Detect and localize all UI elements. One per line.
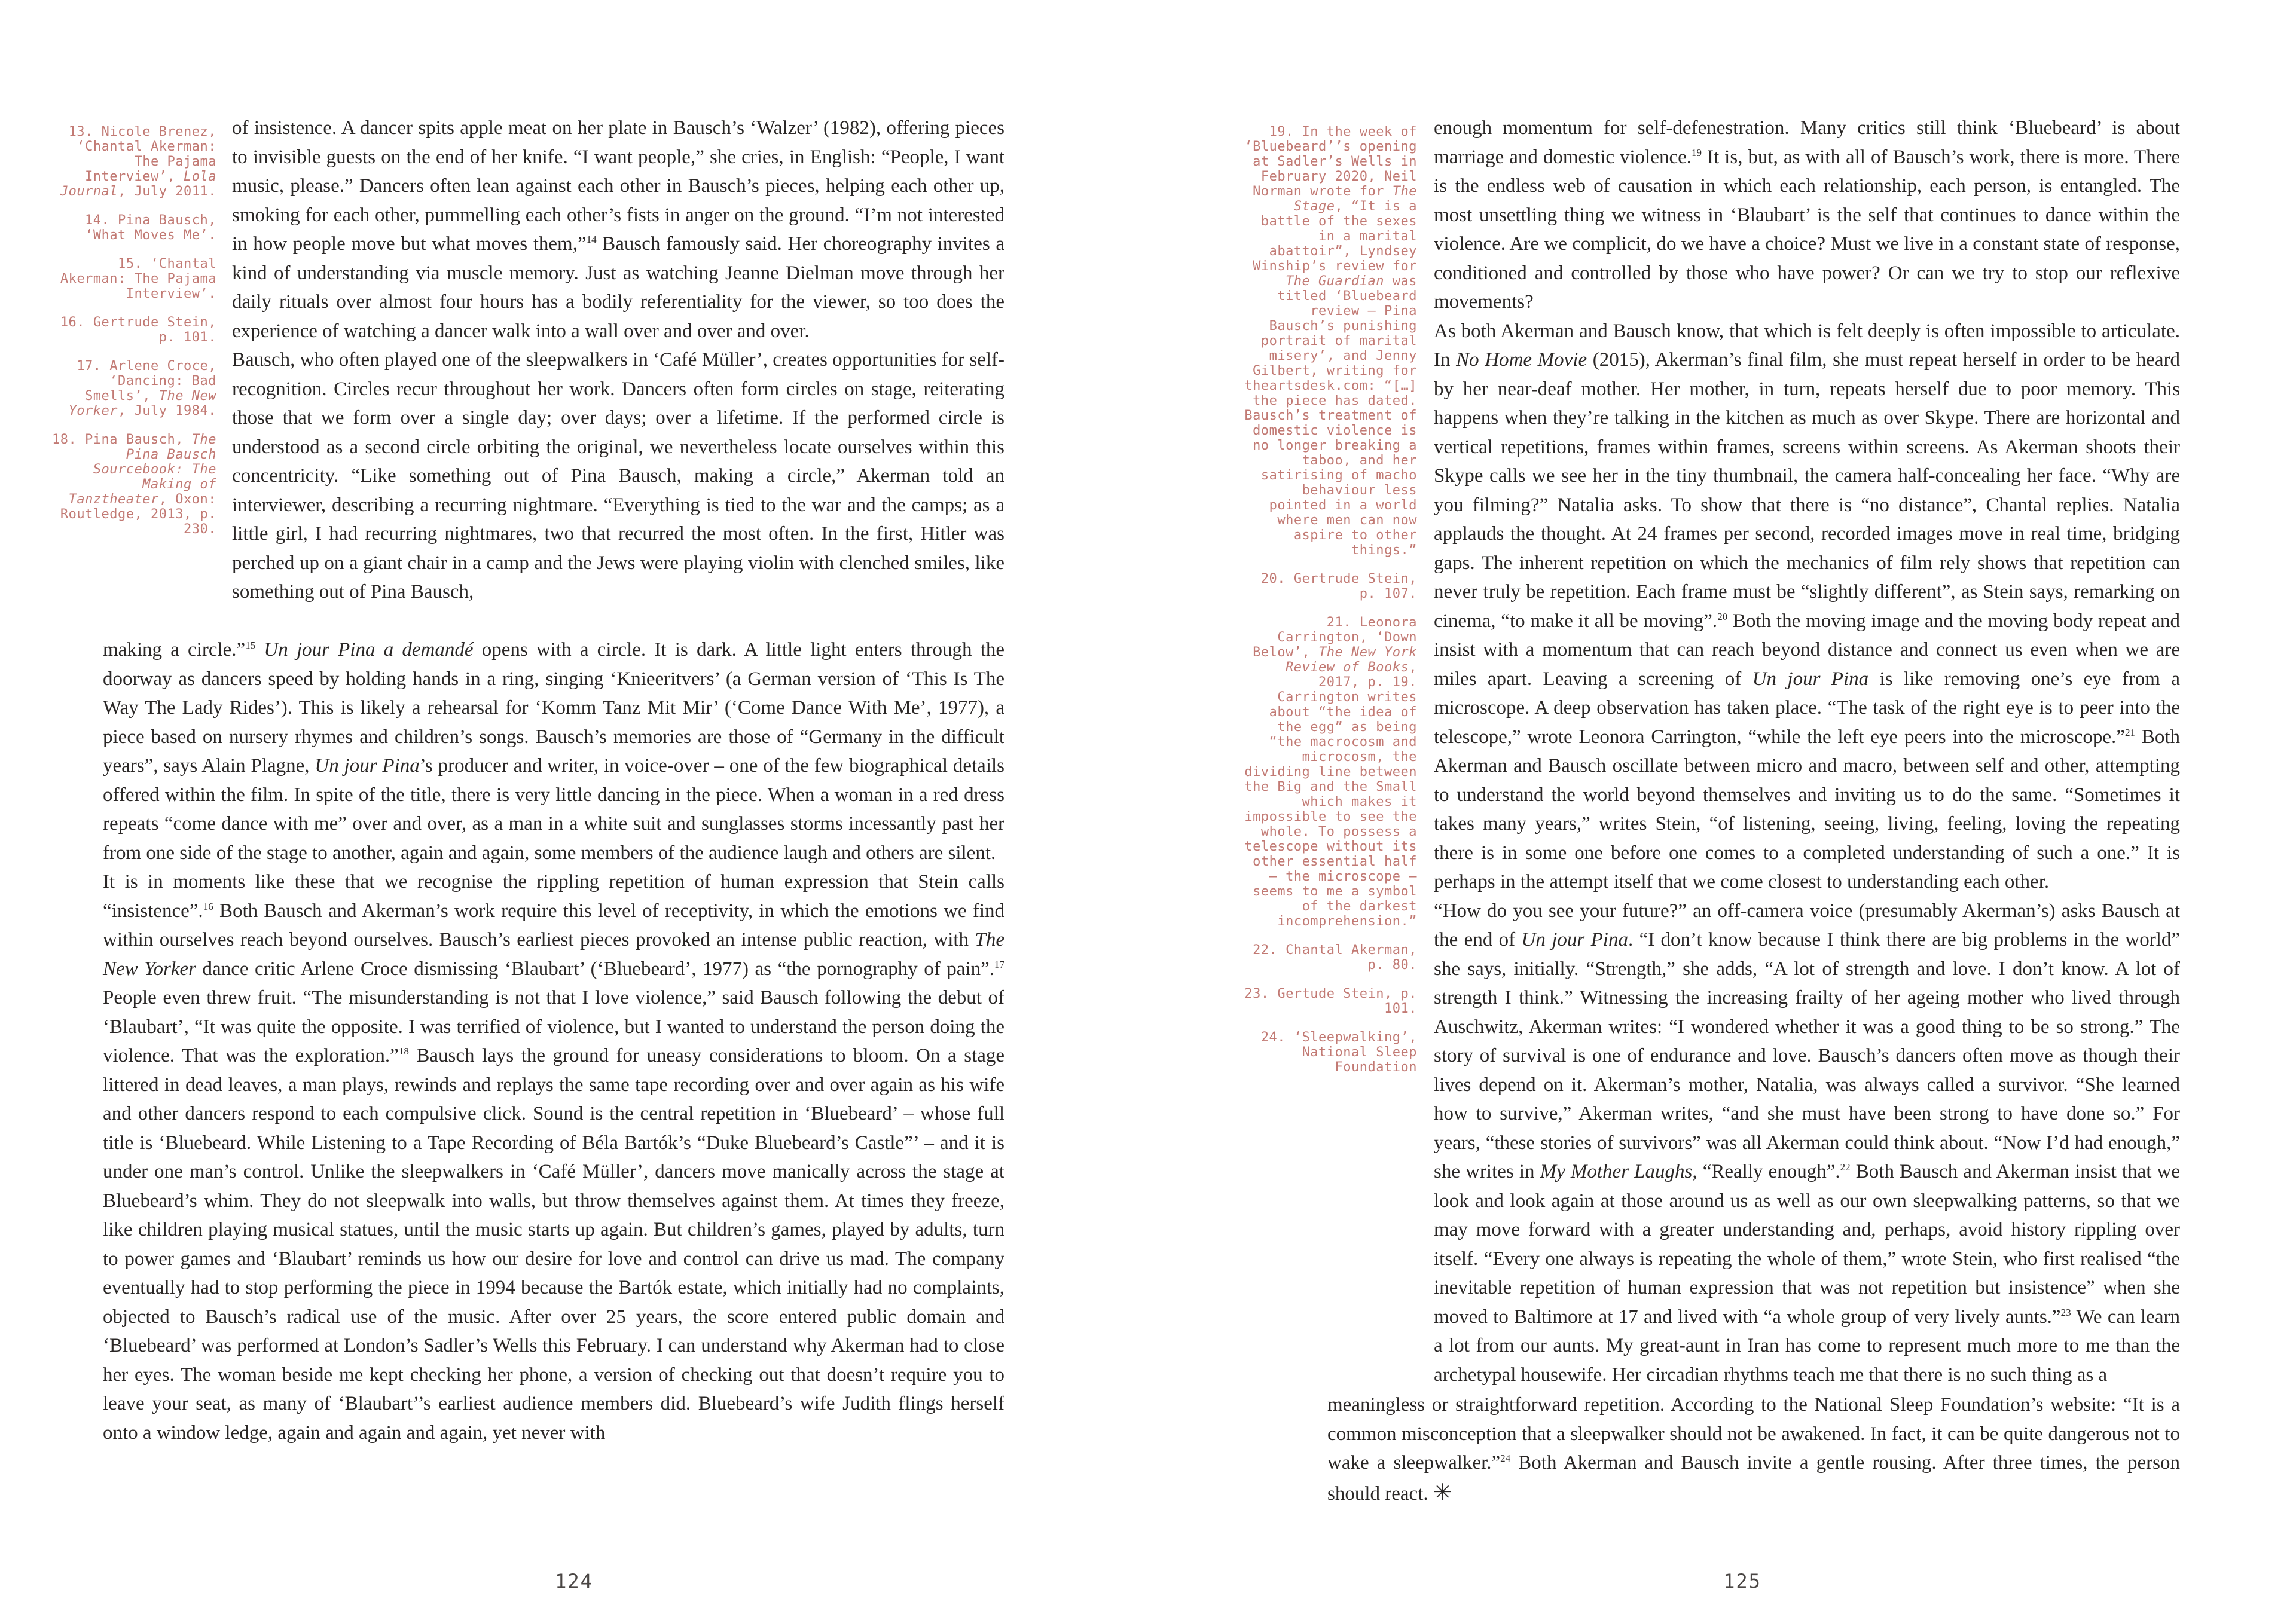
footnote-19: 19. In the week of ‘Bluebeard’’s opening at Sadler’s Wells in February 2020, Neil Norman wrote for The Stage, “It is a battle of the sexes in a marital abattoir”, Lyndsey Winship’s review for The Guardian was titled ‘Bluebeard review – Pina Bausch’s punishing portrait of marital misery’, and Jenny Gilbert, writing for theartsdesk.com: “[…] the piece has dated. Bausch’s treatment of domestic violence is no longer breaking a taboo, and her satirising of macho behaviour less pointed in a world where men can now aspire to other things.”	[1244, 124, 1417, 558]
footnote-14: 14. Pina Bausch, ‘What Moves Me’.	[85, 213, 216, 243]
left-paragraph-3: It is in moments like these that we recognise the rippling repetition of human expression that Stein calls “insistence”.$^{16}$ Both Bausch and Akerman’s work require this level of receptivity, in which the emotions we find within ourselves reach beyond ourselves. Bausch’s earliest pieces provoked an intense public reaction, with The New Yorker dance critic Arlene Croce dismissing ‘Blaubart’ (‘Bluebeard’, 1977) as “the pornography of pain”.$^{17}$ People even threw fruit. “The misunderstanding is not that I love violence,” said Bausch following the debut of ‘Blaubart’, “It was quite the opposite. I was terrified of violence, but I wanted to understand the person doing the violence. That was the exploration.”$^{18}$ Bausch lays the ground for uneasy considerations to bloom. On a stage littered in dead leaves, a man plays, rewinds and replays the same tape recording over and over again as his wife and other dancers respond to each compulsive click. Sound is the central repetition in ‘Bluebeard’ – whose full title is ‘Bluebeard. While Listening to a Tape Recording of Béla Bartók’s “Duke Bluebeard’s Castle”’ – and it is under one man’s control. Unlike the sleepwalkers in ‘Café Müller’, dancers move manically across the stage at Bluebeard’s whim. They do not sleepwalk into walls, but throw themselves against them. At times they freeze, like children playing musical statues, until the music starts up again. But children’s games, played by adults, turn to power games and ‘Blaubart’ reminds us how our desire for love and control can drive us mad. The company eventually had to stop performing the piece in 1994 because the Bartók estate, which initially had no complaints, objected to Bausch’s radical use of the music. After over 25 years, the score entered public domain and ‘Bluebeard’ was performed at London’s Sadler’s Wells this February. I can understand why Akerman had to close her eyes. The woman beside me kept checking her phone, a version of checking out that doesn’t require you to leave your seat, as many of ‘Blaubart’’s earliest audience members did. Bluebeard’s wife Judith flings herself onto a window ledge, again and again and again, yet never with	[103, 871, 1004, 1444]
right-body-upper	[1434, 114, 2180, 1389]
left-paragraph-2-start: Bausch, who often played one of the sleepwalkers in ‘Café Müller’, creates opportunities for self-recognition. Circles recur throughout her work. Dancers often form circles on stage, reiterating those that we form over a single day; over days; over a lifetime. If the performed circle is understood as a second circle orbiting the original, we nevertheless locate ourselves within this concentricity. “Like something out of Pina Bausch, making a circle,” Akerman told an interviewer, describing a recurring nightmare. “Everything is tied to the war and the camps; as a little girl, I had recurring nightmares, two that recurred the most often. In the first, Hitler was perched up on a giant chair in a camp and the Jews were playing violin with clenched smiles, like something out of Pina Bausch,	[232, 349, 1004, 603]
footnote-20: 20. Gertrude Stein, p. 107.	[1260, 571, 1417, 601]
page-number-right: 125	[1723, 1570, 1761, 1593]
footnote-15: 15. ‘Chantal Akerman: The Pajama Interview’.	[60, 256, 216, 301]
footnote-21: 21. Leonora Carrington, ‘Down Below’, The New York Review of Books, 2017, p. 19. Carrington writes about “the idea of the egg” as being “the macrocosm and microcosm, the dividing line between the Big and the Small which makes it impossible to see the whole. To possess a telescope without its other essential half – the microscope – seems to me a symbol of the darkest incomprehension.”	[1244, 615, 1417, 929]
footnote-23: 23. Gertude Stein, p. 101.	[1244, 986, 1417, 1016]
right-page	[1148, 0, 2296, 1620]
right-footnotes	[1244, 124, 1417, 1089]
left-body-lower	[103, 635, 1004, 1447]
asterisk-end-mark-icon: ✳	[1433, 1478, 1452, 1505]
right-paragraph-3-end: meaningless or straightforward repetition. According to the National Sleep Foundation’s website: “It is a common misconception that a sleepwalker should not be awakened. In fact, it can be quite dangerous not to wake a sleepwalker.”$^{24}$ Both Akerman and Bausch invite a gentle rousing. After three times, the person should react. ✳	[1327, 1394, 2180, 1505]
right-paragraph-1: enough momentum for self-defenestration. Many critics still think ‘Bluebeard’ is about marriage and domestic violence.$^{19}$ It is, but, as with all of Bausch’s work, there is more. There is the endless web of causation in which each relationship, each person, is entangled. The most unsettling thing we witness in ‘Blaubart’ is the self that continues to dance within the violence. Are we complicit, do we have a choice? Must we live in a constant state of response, conditioned and controlled by those who have power? Or can we try to stop our reflexive movements?	[1434, 117, 2180, 313]
footnote-18: 18. Pina Bausch, The Pina Bausch Sourcebook: The Making of Tanztheater, Oxon: Routledge, 2013, p. 230.	[52, 432, 216, 537]
footnote-17: 17. Arlene Croce, ‘Dancing: Bad Smells’, The New Yorker, July 1984.	[68, 359, 216, 418]
footnote-24: 24. ‘Sleepwalking’, National Sleep Foundation	[1260, 1030, 1417, 1075]
left-footnotes	[48, 124, 216, 551]
footnote-16: 16. Gertrude Stein, p. 101.	[60, 315, 216, 345]
page-number-left: 124	[555, 1570, 593, 1593]
left-paragraph-1: of insistence. A dancer spits apple meat on her plate in Bausch’s ‘Walzer’ (1982), offering pieces to invisible guests on the end of her knife. “I want people,” she cries, in English: “People, I want music, please.” Dancers often lean against each other in Bausch’s pieces, helping each other up, smoking for each other, pummelling each other’s fists in anger on the ground. “I’m not interested in how people move but what moves them,”$^{14}$ Bausch famously said. Her choreography invites a kind of understanding via muscle memory. Just as watching Jeanne Dielman move through her daily rituals over almost four hours has a bodily referentiality for the viewer, so too does the experience of watching a dancer walk into a wall over and over and over.	[232, 117, 1004, 342]
right-paragraph-3: “How do you see your future?” an off-camera voice (presumably Akerman’s) asks Bausch at the end of Un jour Pina. “I don’t know because I think there are big problems in the world” she says, initially. “Strength,” she adds, “A lot of strength and love. I don’t know. A lot of strength I think.” Witnessing the increasing frailty of her ageing mother who lived through Auschwitz, Akerman writes: “I wondered whether it was a good thing to be so strong.” The story of survival is one of endurance and love. Bausch’s dancers often move as though their lives depend on it. Akerman’s mother, Natalia, was always called a survivor. “She learned how to survive,” Akerman writes, “and she must have been strong to have done so.” For years, “these stories of survivors” was all Akerman could think about. “Now I’d had enough,” she writes in My Mother Laughs, “Really enough”.$^{22}$ Both Bausch and Akerman insist that we look and look again at those around us as well as our own sleepwalking patterns, so that we may move forward with a greater understanding and, perhaps, avoid history rippling over itself. “Every one always is repeating the whole of them,” wrote Stein, who first realised “the inevitable repetition of human expression that was not repetition but insistence” when she moved to Baltimore at 17 and lived with “a whole group of very lively aunts.”$^{23}$ We can learn a lot from our aunts. My great-aunt in Iran has come to represent much more to me than the archetypal housewife. Her circadian rhythms teach me that there is no such thing as a	[1434, 900, 2181, 1386]
right-body-lower	[1327, 1390, 2180, 1508]
footnote-13: 13. Nicole Brenez, ‘Chantal Akerman: The Pajama Interview’, Lola Journal, July 2011.	[60, 124, 216, 199]
left-paragraph-2-end: making a circle.”$^{15}$ Un jour Pina a demandé opens with a circle. It is dark. A little light enters through the doorway as dancers speed by holding hands in a ring, singing ‘Knieeritvers’ (a German version of ‘This Is The Way The Lady Rides’). This is likely a rehearsal for ‘Komm Tanz Mit Mir’ (‘Come Dance With Me’, 1977), a piece based on nursery rhymes and children’s songs. Bausch’s memories are those of “Germany in the difficult years”, says Alain Plagne, Un jour Pina’s producer and writer, in voice-over – one of the few biographical details offered within the film. In spite of the title, there is very little dancing in the piece. When a woman in a red dress repeats “come dance with me” over and over, as a man in a white suit and sunglasses storms incessantly past her from one side of the stage to another, again and again, some members of the audience laugh and others are silent.	[103, 639, 1005, 864]
right-paragraph-2: As both Akerman and Bausch know, that which is felt deeply is often impossible to articulate. In No Home Movie (2015), Akerman’s final film, she must repeat herself in order to be heard by her near-deaf mother. Her mother, in turn, repeats herself due to poor memory. This happens when they’re talking in the kitchen as much as over Skype. There are horizontal and vertical repetitions, frames within frames, screens within screens. As Akerman shoots their Skype calls we see her in the tiny thumbnail, the camera half-concealing her face. “Why are you filming?” Natalia asks. To show that there is “no distance”, Chantal replies. Natalia applauds the thought. At 24 frames per second, recorded images move in real time, bridging gaps. The inherent repetition on which the mechanics of film rely shows that repetition can never truly be repetition. Each frame must be “slightly different”, as Stein says, remarking on cinema, “to make it all be moving”.$^{20}$ Both the moving image and the moving body repeat and insist with a momentum that can reach beyond distance and connect us even when we are miles apart. Leaving a screening of Un jour Pina is like removing one’s eye from a microscope. A deep observation has taken place. “The task of the right eye is to peer into the telescope,” wrote Leonora Carrington, “while the left eye peers into the microscope.”$^{21}$ Both Akerman and Bausch oscillate between micro and macro, between self and other, attempting to understand the world beyond themselves and inviting us to do the same. “Sometimes it takes many years,” writes Stein, “of listening, seeing, living, feeling, loving the repeating there is in some one before one comes to a completed understanding of such a one.” It is perhaps in the attempt itself that we come closest to understanding each other.	[1434, 320, 2180, 892]
left-body-upper	[232, 114, 1004, 607]
footnote-22: 22. Chantal Akerman, p. 80.	[1253, 943, 1417, 973]
